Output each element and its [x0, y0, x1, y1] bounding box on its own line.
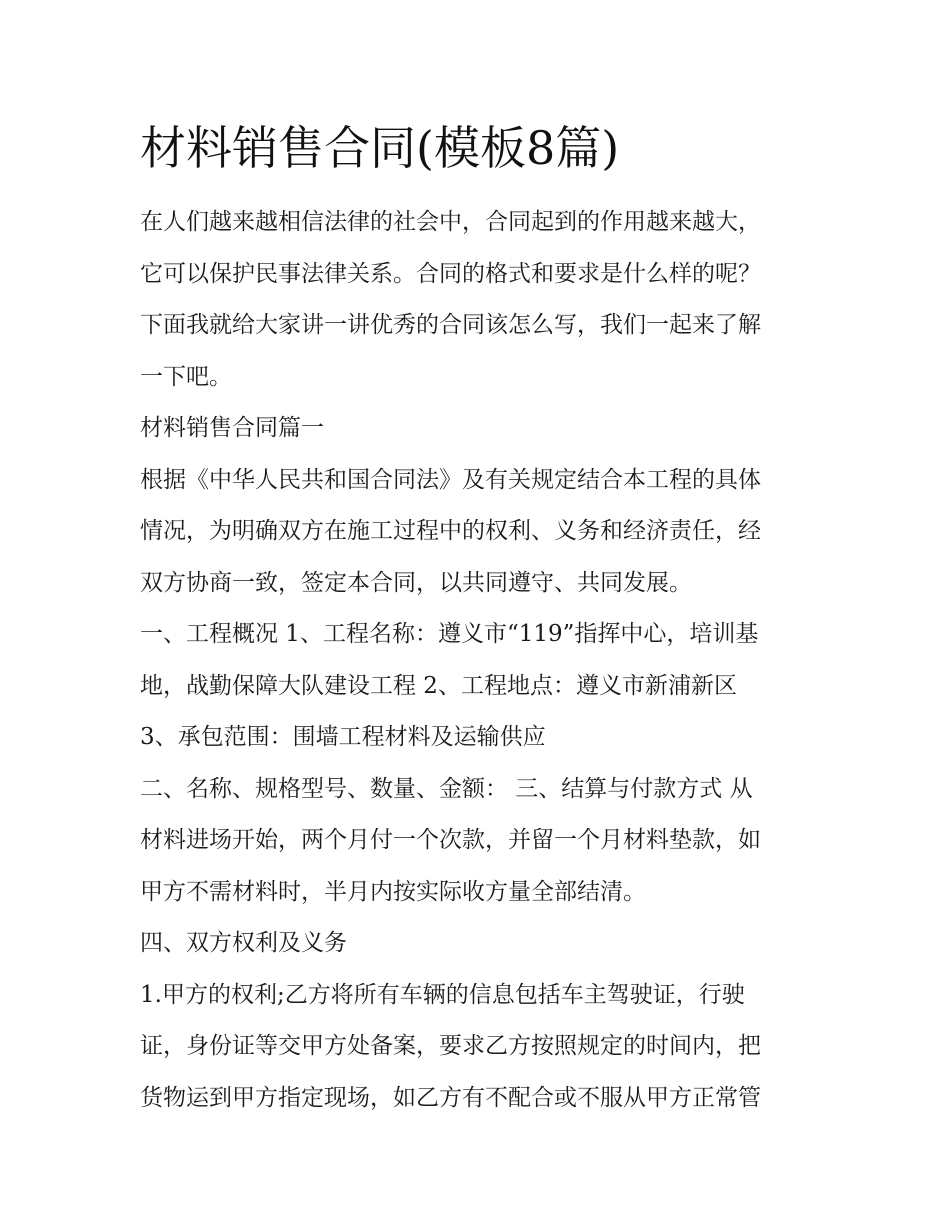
body-line: 四、双方权利及义务 [140, 930, 347, 956]
body-line: 情况，为明确双方在施工过程中的权利、义务和经济责任，经 [140, 518, 761, 544]
body-line: 双方协商一致，签定本合同，以共同遵守、共同发展。 [140, 569, 692, 596]
body-line: 材料进场开始，两个月付一个次款，并留一个月材料垫款，如 [140, 827, 761, 853]
body-line: 二、名称、规格型号、数量、金额： 三、结算与付款方式 从 [140, 775, 753, 802]
body-line: 下面我就给大家讲一讲优秀的合同该怎么写，我们一起来了解 [140, 312, 761, 338]
body-line: 1.甲方的权利;乙方将所有车辆的信息包括车主驾驶证，行驶 [140, 981, 745, 1008]
section-heading: 材料销售合同篇一 [140, 415, 324, 441]
body-line: 货物运到甲方指定现场，如乙方有不配合或不服从甲方正常管 [140, 1084, 761, 1111]
body-line: 甲方不需材料时，半月内按实际收方量全部结清。 [140, 878, 646, 905]
body-line: 地，战勤保障大队建设工程 2、工程地点：遵义市新浦新区 [140, 672, 737, 699]
body-line: 证，身份证等交甲方处备案，要求乙方按照规定的时间内，把 [140, 1033, 761, 1059]
body-line: 根据《中华人民共和国合同法》及有关规定结合本工程的具体 [140, 466, 761, 493]
body-line: 一、工程概况 1、工程名称：遵义市“119”指挥中心，培训基 [140, 621, 759, 647]
body-line: 在人们越来越相信法律的社会中，合同起到的作用越来越大， [140, 209, 761, 235]
body-line: 3、承包范围：围墙工程材料及运输供应 [140, 724, 546, 750]
body-line: 一下吧。 [140, 363, 232, 390]
body-line: 它可以保护民事法律关系。合同的格式和要求是什么样的呢？ [140, 260, 761, 287]
document-body [140, 197, 830, 1124]
document-title: 材料销售合同(模板8篇) [140, 121, 620, 175]
